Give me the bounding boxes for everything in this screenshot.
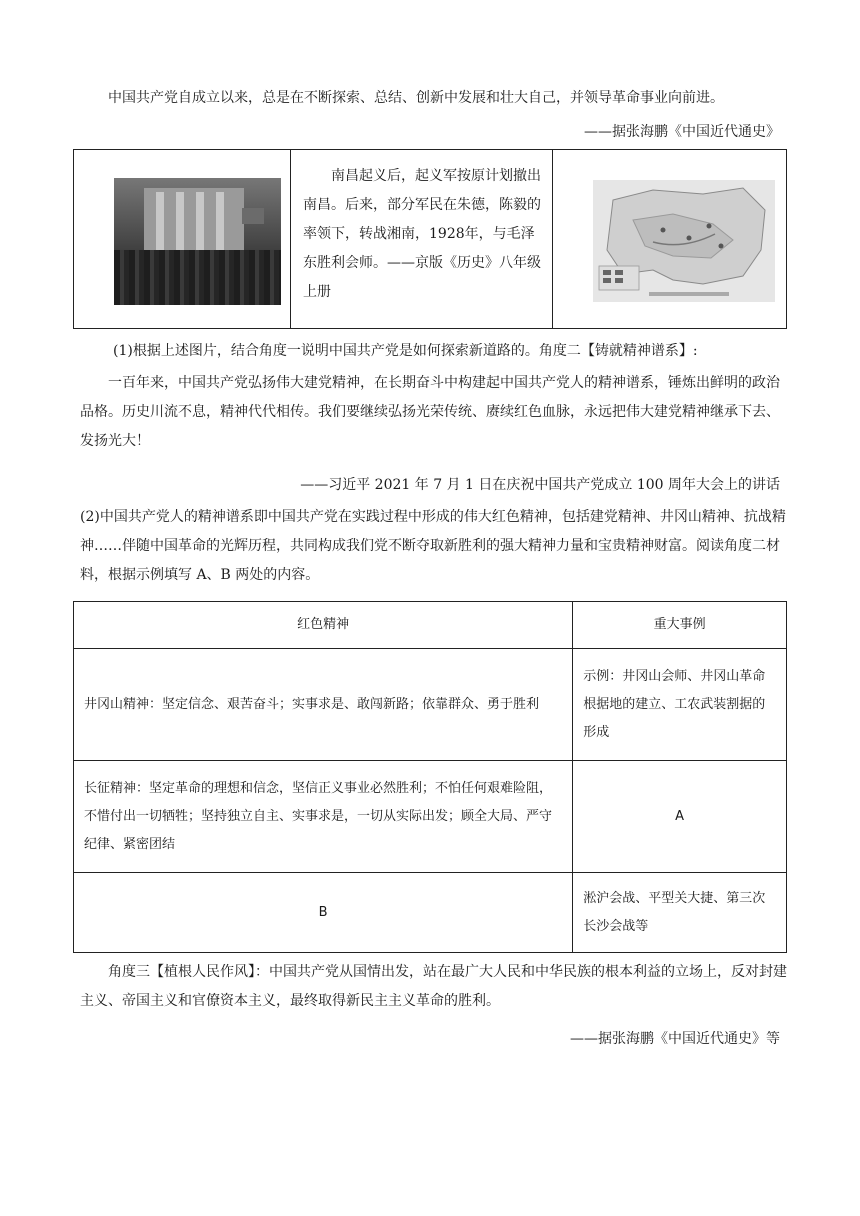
- intro-source: ——据张海鹏《中国近代通史》: [584, 124, 780, 140]
- figure-photo-cell: [74, 150, 291, 328]
- angle2-paragraph: 一百年来，中国共产党弘扬伟大建党精神，在长期奋斗中构建起中国共产党人的精神谱系，锤炼出鲜明的政治品格。历史川流不息，精神代代相传。我们要继续弘扬光荣传统、赓续红色血脉，永远把伟大建党精神继承下去、发扬光大！: [80, 375, 780, 449]
- historical-map-icon: [593, 180, 775, 302]
- table-header-row: [74, 602, 787, 649]
- row-spirit: 长征精神：坚定革命的理想和信念，坚信正义事业必然胜利；不怕任何艰难险阻，不惜付出一切牺牲；坚持独立自主、实事求是，一切从实际出发；顾全大局、严守纪律、紧密团结: [74, 761, 573, 873]
- figure-table: [73, 149, 787, 329]
- figure-caption: 南昌起义后，起义军按原计划撤出南昌。后来，部分军民在朱德，陈毅的率领下，转战湘南，1928年，与毛泽东胜利会师。——京版《历史》八年级上册: [303, 168, 541, 300]
- question-2: (2)中国共产党人的精神谱系即中国共产党在实践过程中形成的伟大红色精神，包括建党精神、井冈山精神、抗战精神……伴随中国革命的光辉历程，共同构成我们党不断夺取新胜利的强大精神力量和宝贵精神财富。阅读角度二材料，根据示例填写 A、B 两处的内容。: [80, 509, 786, 583]
- angle3-paragraph: 角度三【植根人民作风】：中国共产党从国情出发，站在最广大人民和中华民族的根本利益的立场上，反对封建主义、帝国主义和官僚资本主义，最终取得新民主主义革命的胜利。: [80, 964, 787, 1009]
- table-row: [74, 649, 787, 761]
- figure-map-cell: [553, 150, 786, 328]
- angle2-source: ——习近平 2021 年 7 月 1 日在庆祝中国共产党成立 100 周年大会上的讲话: [300, 477, 780, 493]
- row-event: 示例：井冈山会师、井冈山革命根据地的建立、工农武装割据的形成: [573, 649, 787, 761]
- header-spirit: 红色精神: [74, 602, 573, 649]
- answer-blank-b: B: [74, 873, 573, 953]
- header-event: 重大事例: [573, 602, 787, 649]
- row-spirit: 井冈山精神：坚定信念、艰苦奋斗；实事求是、敢闯新路；依靠群众、勇于胜利: [74, 649, 573, 761]
- question-1: (1)根据上述图片，结合角度一说明中国共产党是如何探索新道路的。角度二【铸就精神谱系】:: [113, 343, 698, 359]
- red-spirit-table: [73, 601, 787, 953]
- table-row: [74, 761, 787, 873]
- intro-paragraph: 中国共产党自成立以来，总是在不断探索、总结、创新中发展和壮大自己，并领导革命事业向前进。: [108, 90, 724, 106]
- historical-photo-icon: [114, 178, 281, 305]
- figure-text-cell: [291, 150, 553, 328]
- table-row: [74, 873, 787, 953]
- answer-blank-a: A: [573, 761, 787, 873]
- angle3-source: ——据张海鹏《中国近代通史》等: [570, 1031, 780, 1047]
- row-event: 淞沪会战、平型关大捷、第三次长沙会战等: [573, 873, 787, 953]
